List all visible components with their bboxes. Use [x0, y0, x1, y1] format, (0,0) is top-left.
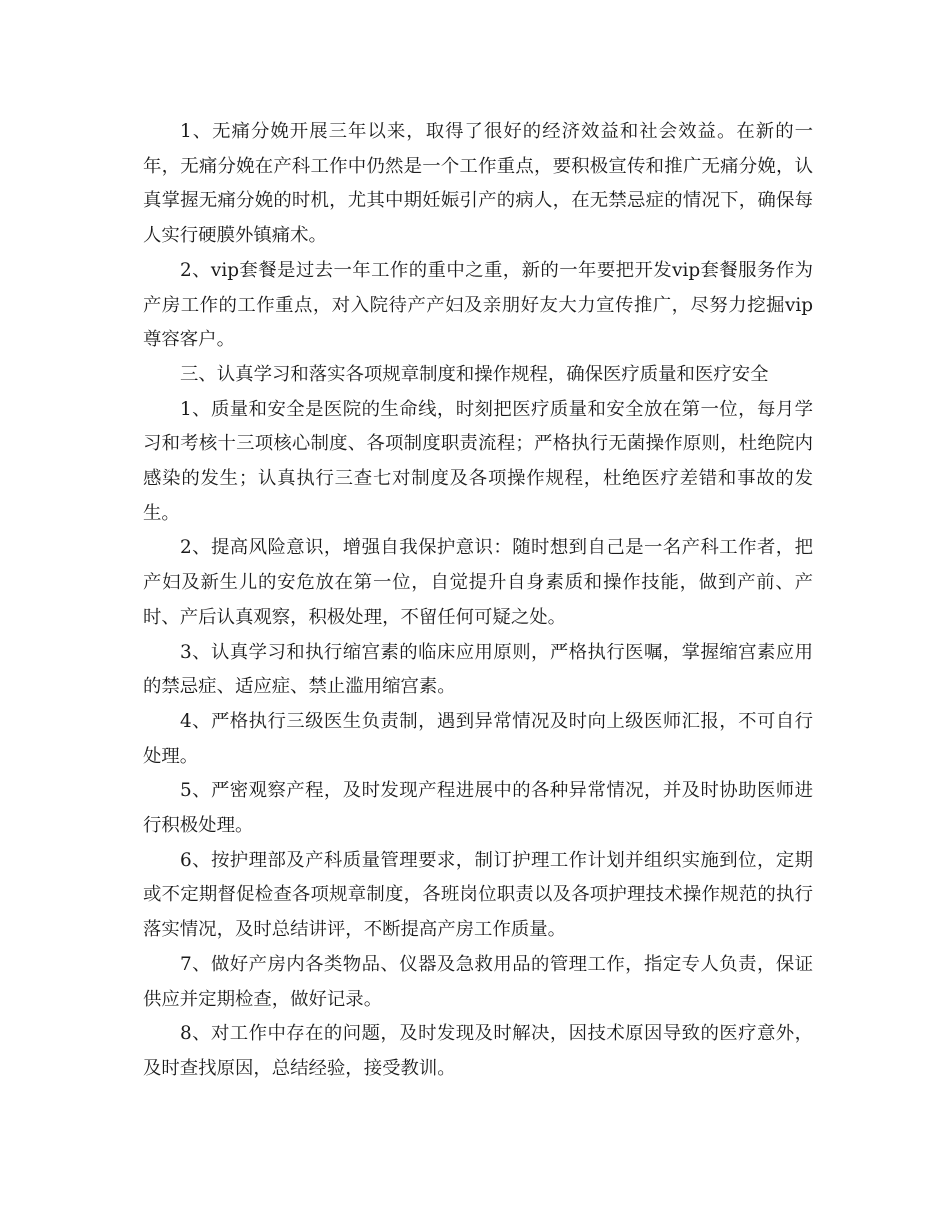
paragraph-3: 1、质量和安全是医院的生命线，时刻把医疗质量和安全放在第一位，每月学习和考核十三项核心制度、各项制度职责流程；严格执行无菌操作原则，杜绝院内感染的发生；认真执行三查七对制度及各项操作规程，杜绝医疗差错和事故的发生。: [143, 398, 813, 524]
paragraph-7: 5、严密观察产程，及时发现产程进展中的各种异常情况，并及时协助医师进行积极处理。: [143, 780, 813, 837]
paragraph-1: 1、无痛分娩开展三年以来，取得了很好的经济效益和社会效益。在新的一年，无痛分娩在产科工作中仍然是一个工作重点，要积极宣传和推广无痛分娩，认真掌握无痛分娩的时机，尤其中期妊娠引产的病人，在无禁忌症的情况下，确保每人实行硬膜外镇痛术。: [143, 121, 813, 247]
document-body: [143, 115, 813, 1087]
paragraph-5: 3、认真学习和执行缩宫素的临床应用原则，严格执行医嘱，掌握缩宫素应用的禁忌症、适应症、禁止滥用缩宫素。: [143, 641, 813, 698]
paragraph-2: 2、vip套餐是过去一年工作的重中之重，新的一年要把开发vip套餐服务作为产房工作的工作重点，对入院待产产妇及亲朋好友大力宣传推广，尽努力挖掘vip尊容客户。: [143, 259, 813, 351]
paragraph-10: 8、对工作中存在的问题，及时发现及时解决，因技术原因导致的医疗意外，及时查找原因，总结经验，接受教训。: [143, 1023, 813, 1079]
section-heading: 三、认真学习和落实各项规章制度和操作规程，确保医疗质量和医疗安全: [180, 363, 769, 385]
paragraph-8: 6、按护理部及产科质量管理要求，制订护理工作计划并组织实施到位，定期或不定期督促检查各项规章制度，各班岗位职责以及各项护理技术操作规范的执行落实情况，及时总结讲评，不断提高产房工作质量。: [143, 849, 813, 941]
paragraph-6: 4、严格执行三级医生负责制，遇到异常情况及时向上级医师汇报，不可自行处理。: [143, 710, 813, 767]
paragraph-4: 2、提高风险意识，增强自我保护意识：随时想到自己是一名产科工作者，把产妇及新生儿的安危放在第一位，自觉提升自身素质和操作技能，做到产前、产时、产后认真观察，积极处理，不留任何可疑之处。: [143, 537, 813, 628]
paragraph-9: 7、做好产房内各类物品、仪器及急救用品的管理工作，指定专人负责，保证供应并定期检查，做好记录。: [143, 953, 813, 1010]
